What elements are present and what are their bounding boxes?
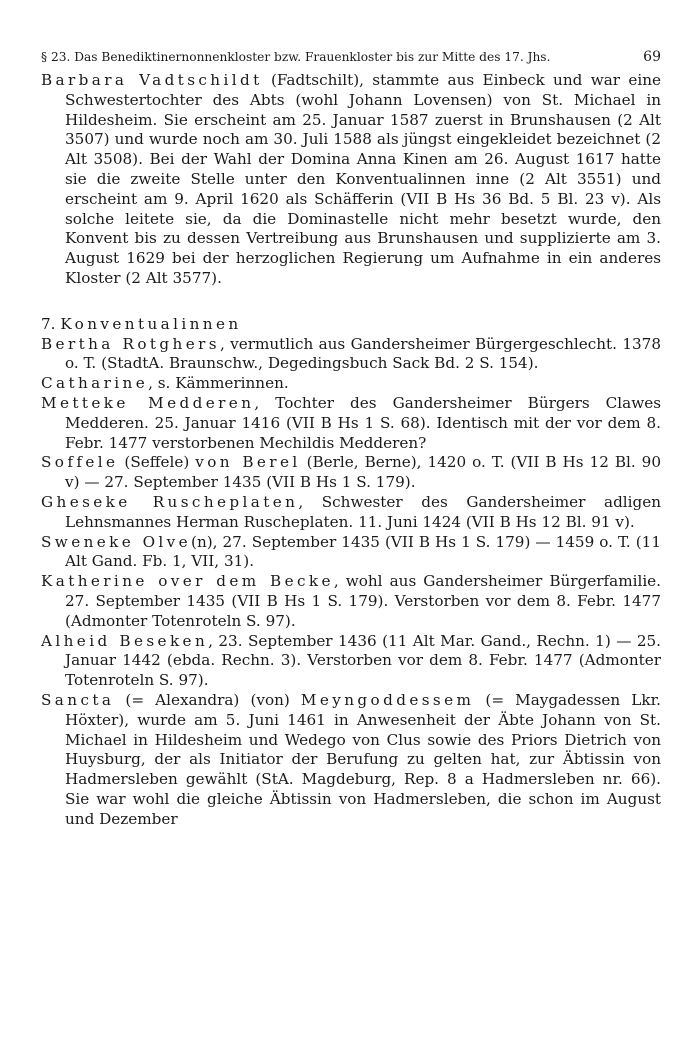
list-item	[41, 691, 661, 830]
list-item	[41, 632, 661, 691]
entry-text: , s. Kämmerinnen.	[148, 374, 289, 393]
entry-text: (Seffele)	[118, 453, 196, 472]
person-surname: von Berel	[195, 453, 301, 472]
section-number: 7.	[41, 314, 56, 333]
entry-text: (n), 27. September 1435 (VII B Hs 1 S. 179) — 1459 o. T. (11 Alt Gand. Fb. 1, VII, 31).	[65, 532, 661, 571]
list-item	[41, 453, 661, 493]
list-item	[41, 335, 661, 375]
person-name: Sancta	[41, 690, 115, 709]
entry-text: , 23. September 1436 (11 Alt Mar. Gand., Rechn. 1) — 25. Januar 1442 (ebda. Rechn. 3). Verstorben vor dem 8. Febr. 1477 (Admonter Totenroteln S. 97).	[65, 631, 661, 690]
person-name: Metteke Medderen	[41, 393, 255, 412]
entry-text: , Schwester des Gandersheimer adligen Lehnsmannes Herman Ruscheplaten. 11. Juni 1424 (VII B Hs 12 Bl. 91 v).	[65, 492, 661, 531]
section-title: Konventualinnen	[60, 314, 242, 333]
person-name: Alheid Beseken	[41, 631, 209, 650]
header-title: § 23. Das Benediktinernonnenkloster bzw. Frauenkloster bis zur Mitte des 17. Jhs.	[41, 50, 551, 64]
intro-paragraph	[41, 71, 661, 289]
entry-text-continued: (Berle, Berne), 1420 o. T. (VII B Hs 12 Bl. 90 v) — 27. September 1435 (VII B Hs 1 S. 179).	[65, 453, 661, 492]
person-name: Gheseke Ruscheplaten	[41, 492, 299, 511]
person-name: Katherine over dem Becke	[41, 572, 334, 591]
section-heading	[41, 315, 661, 335]
page-number: 69	[643, 49, 661, 65]
entry-text: , wohl aus Gandersheimer Bürgerfamilie. 27. September 1435 (VII B Hs 1 S. 179). Verstorben vor dem 8. Febr. 1477 (Admonter Totenroteln S. 97).	[65, 572, 661, 630]
person-name: Catharine	[41, 374, 149, 393]
list-item	[41, 572, 661, 631]
list-item	[41, 374, 661, 394]
person-name: Barbara Vadtschildt	[41, 71, 263, 89]
entry-text: , Tochter des Gandersheimer Bürgers Clawes Medderen. 25. Januar 1416 (VII B Hs 1 S. 68). Identisch mit der vor dem 8. Febr. 1477 verstorbenen Mechildis Medderen?	[65, 393, 662, 452]
person-name: Sweneke Olve	[41, 532, 192, 551]
running-header	[41, 49, 661, 71]
entry-text: (= Alexandra) (von)	[114, 690, 301, 709]
list-item	[41, 533, 661, 573]
person-surname: Meyngoddessem	[300, 690, 475, 709]
paragraph-text: (Fadtschilt), stammte aus Einbeck und war eine Schwestertochter des Abts (wohl Johann Lovensen) von St. Michael in Hildesheim. Sie erscheint am 25. Januar 1587 zuerst in Brunshausen (2 Alt 3507) und wurde noch am 30. Juli 1588 als jüngst eingekleidet bezeichnet (2 Alt 3508). Bei der Wahl der Domina Anna Kinen am 26. August 1617 hatte sie die zweite Stelle unter den Konventualinnen inne (2 Alt 3551) und erscheint am 9. April 1620 als Schäfferin (VII B Hs 36 Bd. 5 Bl. 23 v). Als solche leitete sie, da die Dominastelle nicht mehr besetzt wurde, den Konvent bis zu dessen Vertreibung aus Brunshausen und supplizierte am 3. August 1629 bei der herzoglichen Regierung um Aufnahme in ein anderes Kloster (2 Alt 3577).	[65, 71, 661, 287]
person-name: Bertha Rotghers	[41, 334, 220, 353]
list-item	[41, 493, 661, 533]
person-name: Soffele	[41, 453, 119, 472]
entry-text: , vermutlich aus Gandersheimer Bürgergeschlecht. 1378 o. T. (StadtA. Braunschw., Degedingsbuch Sack Bd. 2 S. 154).	[65, 334, 661, 373]
list-item	[41, 394, 661, 453]
entry-text-continued: (= Maygadessen Lkr. Höxter), wurde am 5. Juni 1461 in Anwesenheit der Äbte Johann von St. Michael in Hildesheim und Wedego von Clus sowie des Priors Dietrich von Huysburg, der als Initiator der Berufung zu gelten hat, zur Äbtissin von Hadmersleben gewählt (StA. Magdeburg, Rep. 8 a Hadmersleben nr. 66). Sie war wohl die gleiche Äbtissin von Hadmersleben, die schon im August und Dezember	[65, 690, 661, 828]
document-page	[41, 49, 661, 829]
